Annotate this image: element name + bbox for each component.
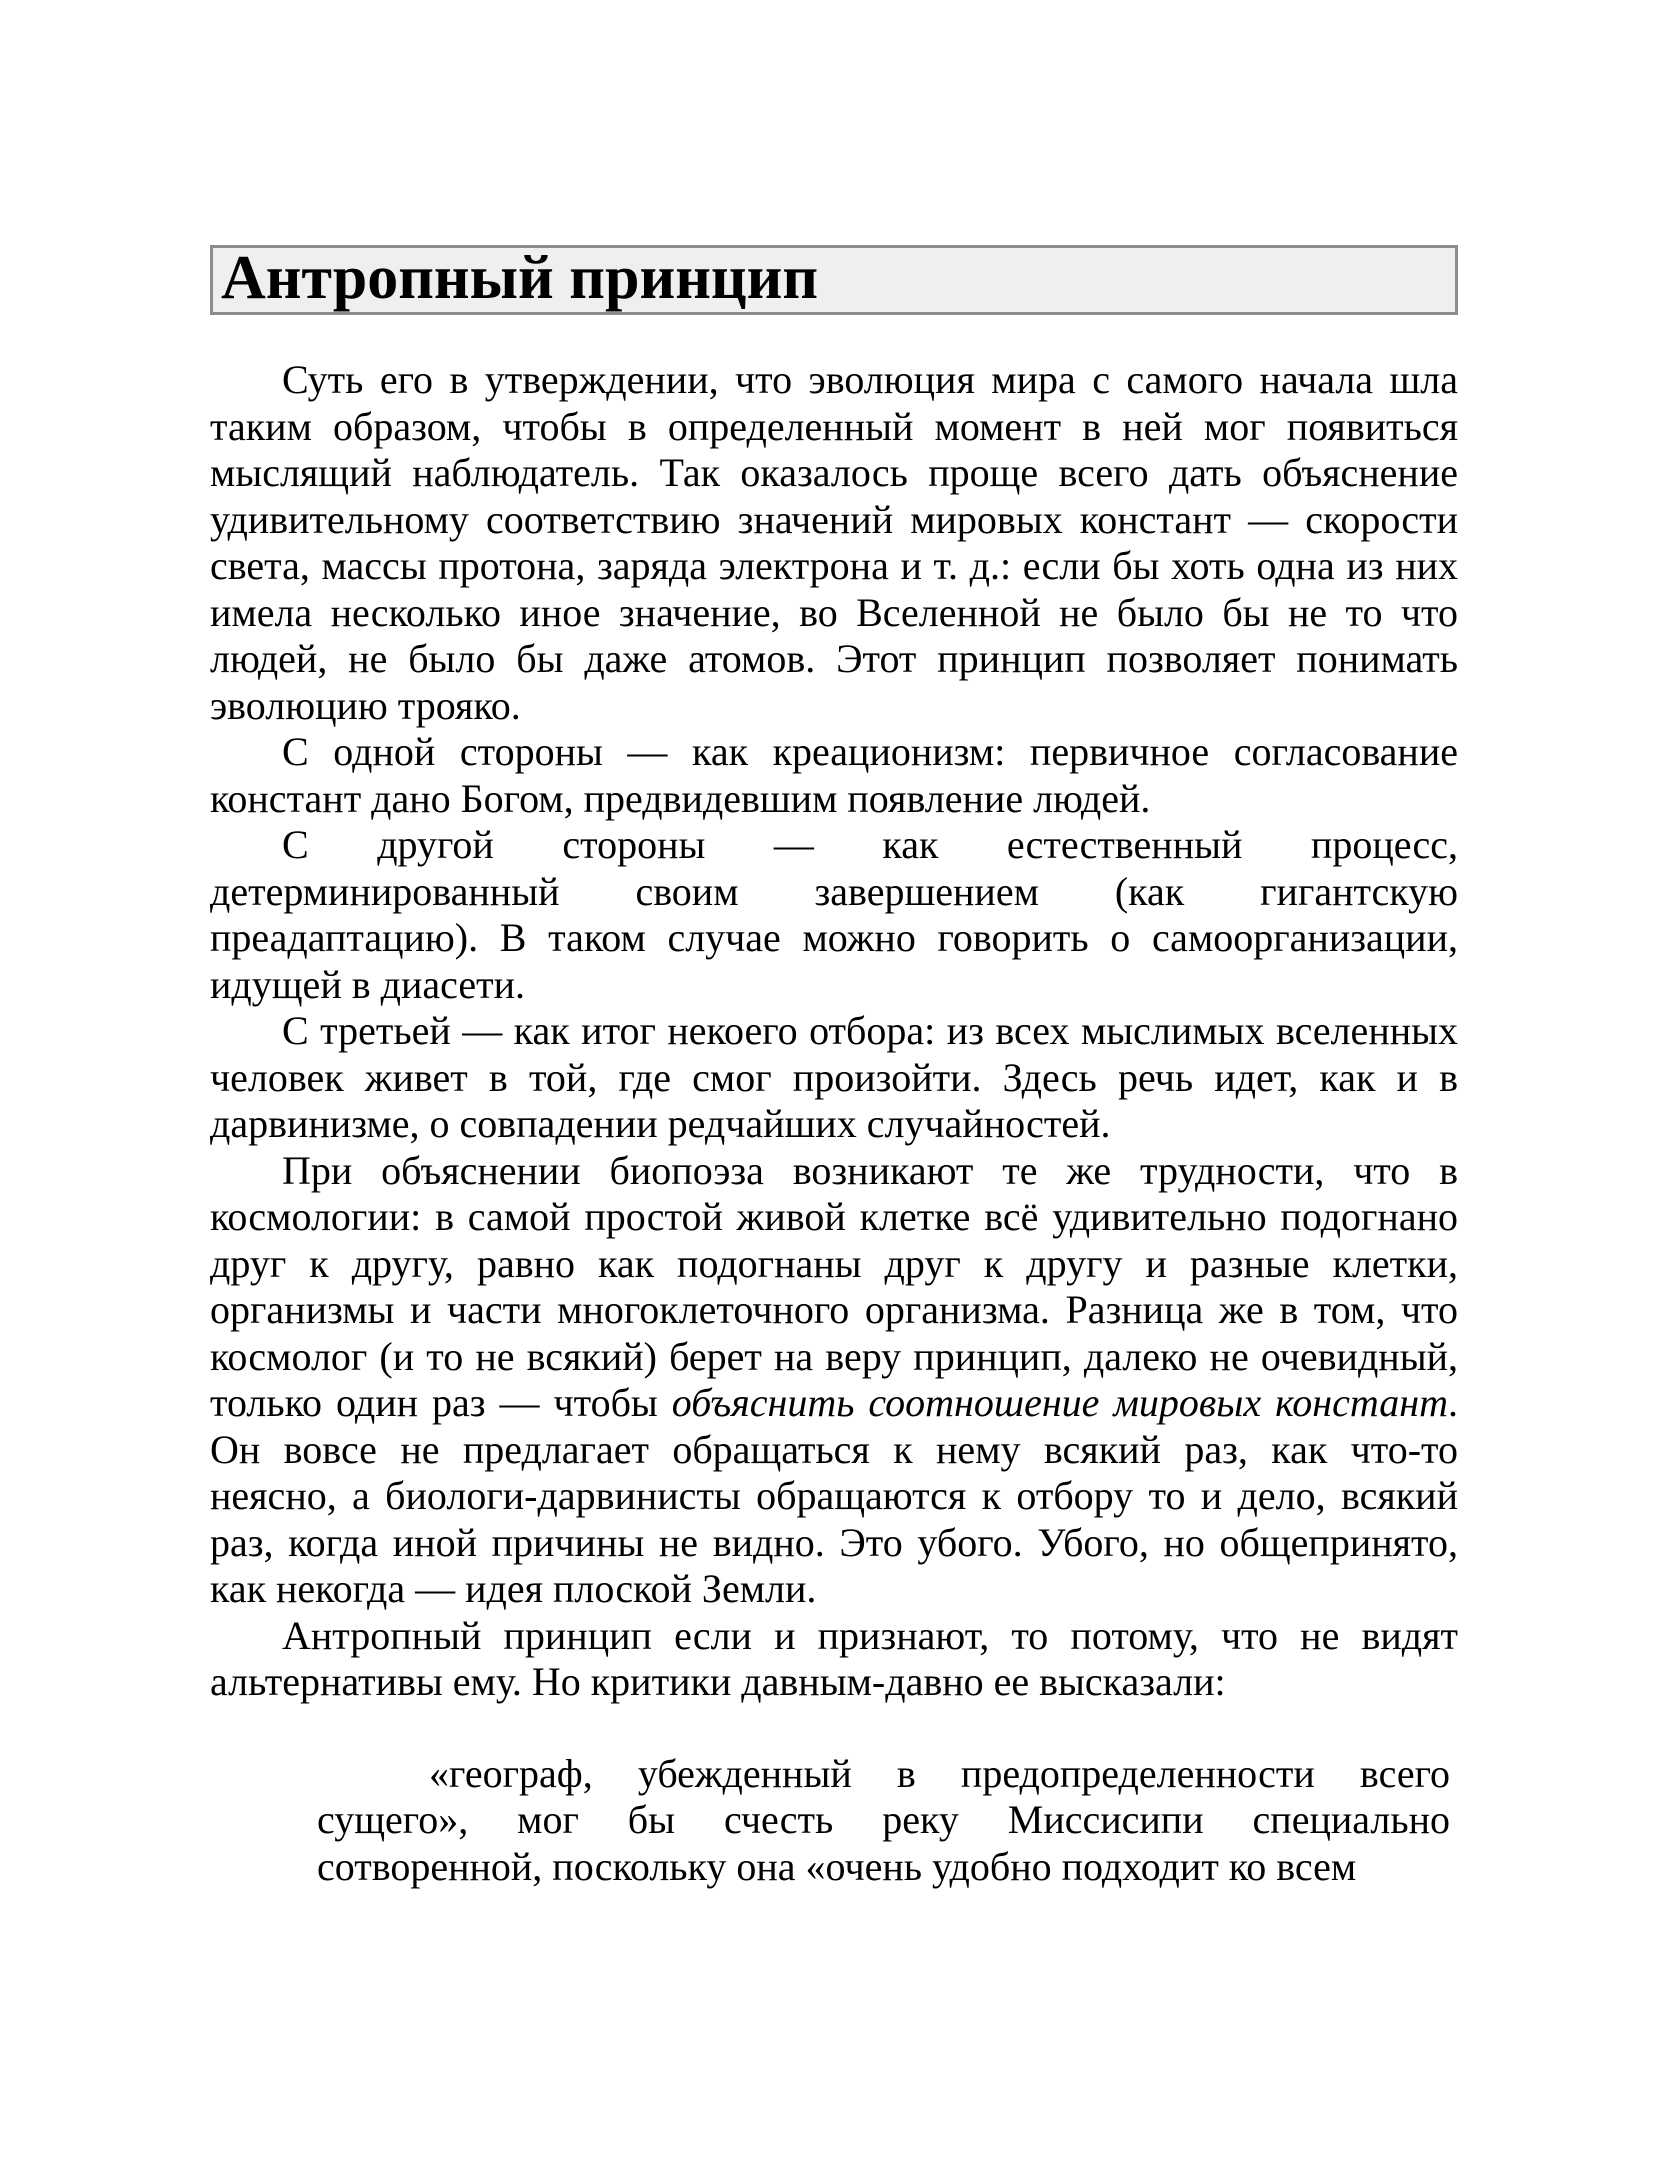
section-title-box — [210, 245, 1458, 315]
paragraph: Суть его в утверждении, что эволюция мира с самого начала шла таким образом, чтобы в определенный момент в ней мог появиться мыслящий наблюдатель. Так оказалось проще всего дать объяснение удивительному соответствию значений мировых констант — скорости света, массы протона, заряда электрона и т. д.: если бы хоть одна из них имела несколько иное значение, во Вселенной не было бы не то что людей, не было бы даже атомов. Этот принцип позволяет понимать эволюцию трояко. — [210, 357, 1458, 728]
paragraph: С одной стороны — как креационизм: первичное согласование констант дано Богом, предвидевшим появление людей. — [210, 729, 1458, 821]
italic-phrase: объяснить соотношение мировых констант — [671, 1380, 1449, 1425]
paragraph: С третьей — как итог некоего отбора: из всех мыслимых вселенных человек живет в той, где смог произойти. Здесь речь идет, как и в дарвинизме, о совпадении редчайших случайностей. — [210, 1008, 1458, 1146]
paragraph — [210, 1148, 1458, 1613]
document-body — [210, 357, 1458, 1890]
paragraph: Антропный принцип если и признают, то потому, что не видят альтернативы ему. Но критики давным-давно ее высказали: — [210, 1612, 1458, 1704]
block-quote: «географ, убежденный в предопределенности всего сущего», мог бы счесть реку Миссисипи специально сотворенной, поскольку она «очень удобно подходит ко всем — [317, 1750, 1450, 1889]
page-title: Антропный принцип — [221, 244, 819, 312]
paragraph-segment: При объяснении биопоэза возникают те же трудности, что в космологии: в самой простой живой клетке всё удивительно подогнано друг к другу, равно как подогнаны друг к другу и разные клетки, организмы и части многоклеточного организма. Разница же в том, что космолог (и то не всякий) берет на веру принцип, далеко не очевидный, только один раз — чтобы — [210, 1147, 1458, 1425]
paragraph-segment: . Он вовсе не предлагает обращаться к нему всякий раз, как что-то неясно, а биологи-дарвинисты обращаются к отбору то и дело, всякий раз, когда иной причины не видно. Это убого. Убого, но общепринято, как некогда — идея плоской Земли. — [210, 1380, 1459, 1611]
paragraph: С другой стороны — как естественный процесс, детерминированный своим завершением (как гигантскую преадаптацию). В таком случае можно говорить о самоорганизации, идущей в диасети. — [210, 822, 1458, 1007]
